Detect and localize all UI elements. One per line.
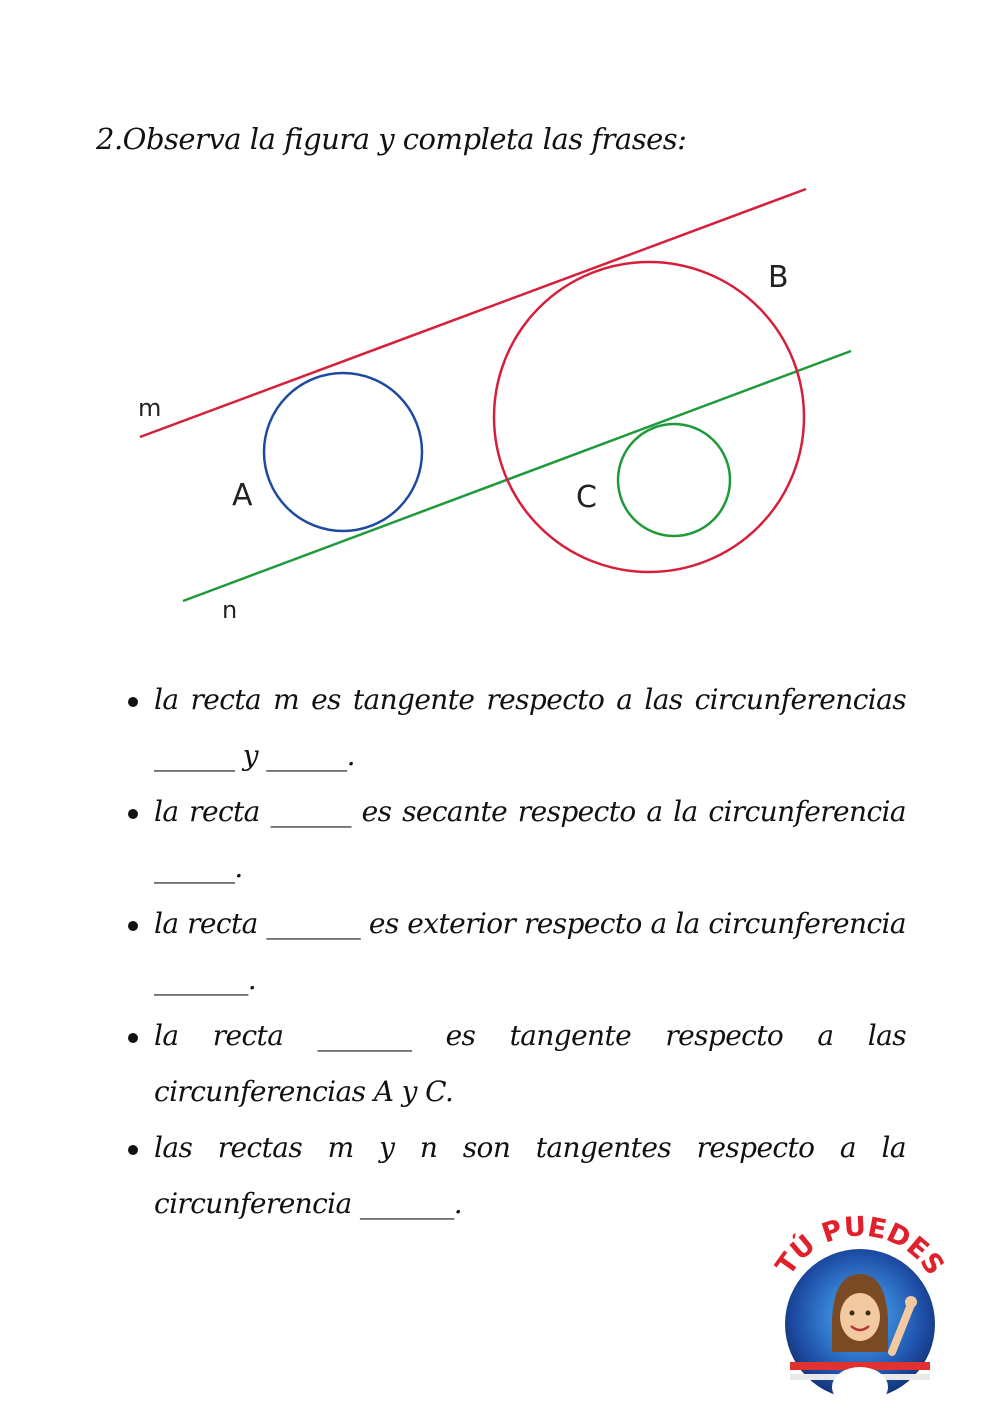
circle-b <box>494 262 804 572</box>
sentence-item: la recta _______ es exterior respecto a la circunferencia _______. <box>124 896 906 1008</box>
sentence-list <box>124 672 906 1232</box>
label-c: C <box>576 480 597 515</box>
sentence-item: la recta ______ es secante respecto a la circunferencia ______. <box>124 784 906 896</box>
label-b: B <box>768 260 789 295</box>
circle-a <box>264 373 422 531</box>
line-m <box>140 189 806 437</box>
sentence-item: las rectas m y n son tangentes respecto a la circunferencia _______. <box>124 1120 906 1232</box>
motivation-badge <box>760 1212 960 1402</box>
sentence-item: la recta _______ es tangente respecto a las circunferencias A y C. <box>124 1008 906 1120</box>
badge-text: TÚ PUEDES <box>770 1212 950 1281</box>
exercise-heading: 2.Observa la figura y completa las frases: <box>96 122 687 156</box>
sentence-item: la recta m es tangente respecto a las circunferencias ______ y ______. <box>124 672 906 784</box>
geometry-figure <box>0 0 1000 650</box>
label-n: n <box>222 596 238 624</box>
label-a: A <box>232 478 253 513</box>
line-n <box>183 351 851 601</box>
circle-c <box>618 424 730 536</box>
label-m: m <box>138 394 162 422</box>
